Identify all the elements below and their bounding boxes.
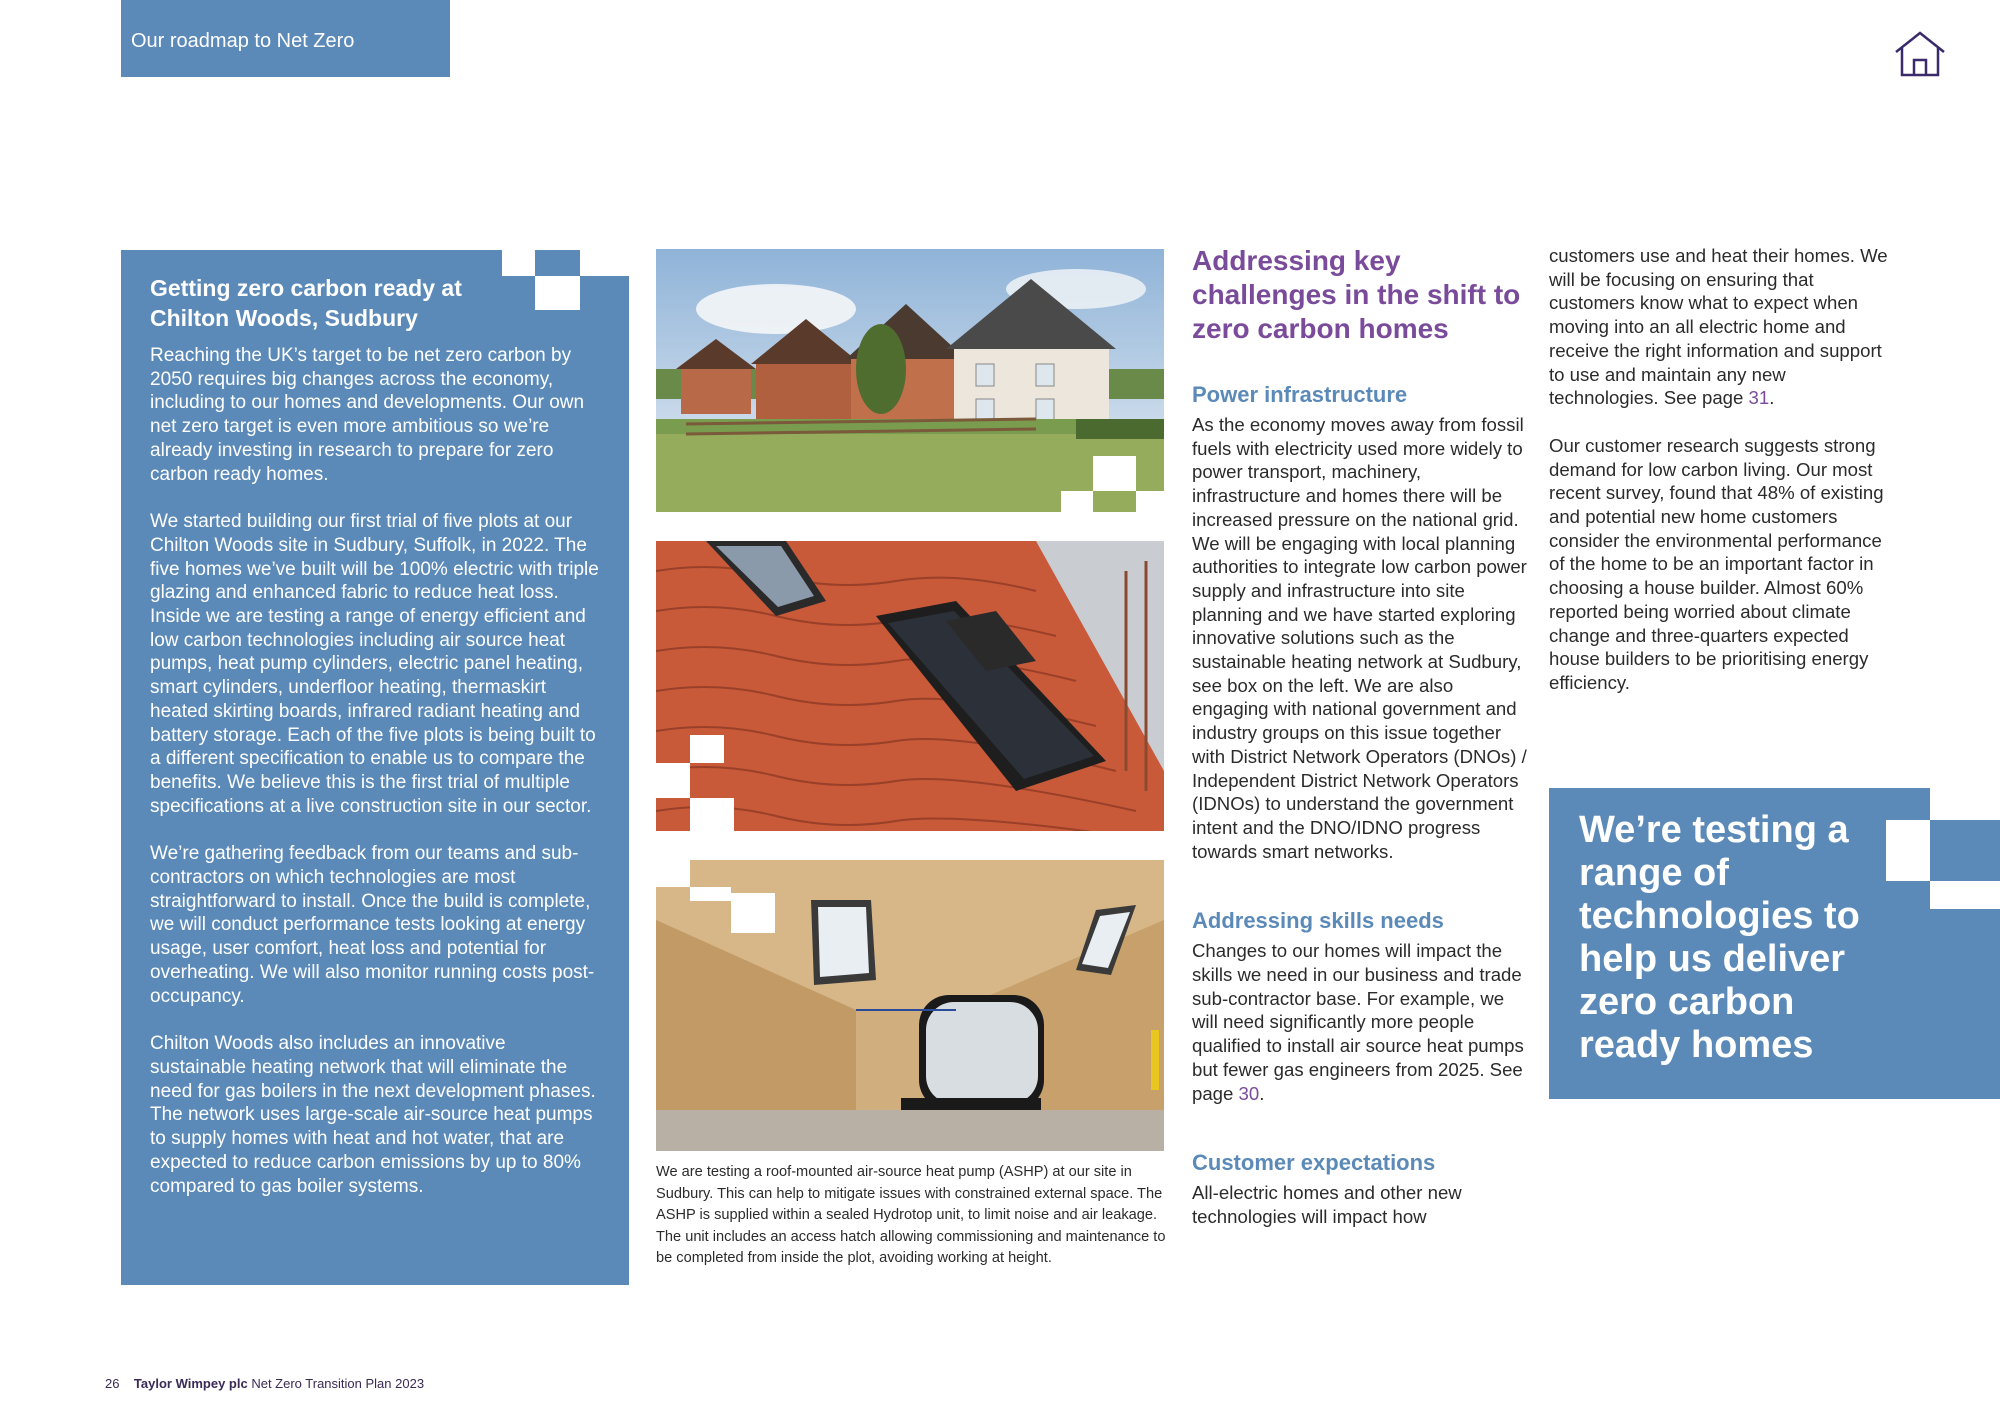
home-icon[interactable] [1893, 30, 1947, 78]
case-study-paragraph: Chilton Woods also includes an innovative sustainable heating network that will eliminate the need for gas boilers in the next development phases. The network uses large-scale air-source heat pumps to supply homes with heat and hot water, that are expected to reduce carbon emissions by up to 80% compared to gas boiler systems. [150, 1033, 596, 1197]
skills-needs-end: . [1259, 1082, 1265, 1104]
customer-expectations-continued [1549, 244, 1889, 410]
document-title: Net Zero Transition Plan 2023 [251, 1376, 425, 1391]
decorative-square [580, 250, 629, 276]
main-column [1192, 244, 1532, 1229]
right-column [1549, 244, 1889, 695]
decorative-square [1930, 788, 2000, 820]
company-name: Taylor Wimpey plc [133, 1376, 248, 1391]
customer-research-text: Our customer research suggests strong demand for low carbon living. Our most recent survey, found that 48% of existing and potential new home customers consider the environmental performance of the home to be an important factor in choosing a house builder. Almost 60% reported being worried about climate change and three-quarters expected house builders to be prioritising energy efficiency. [1549, 434, 1884, 693]
decorative-square [535, 250, 580, 276]
decorative-square [731, 893, 775, 933]
power-infrastructure-heading: Power infrastructure [1192, 382, 1408, 407]
page-30-link[interactable]: 30 [1238, 1082, 1260, 1104]
decorative-square [1093, 456, 1136, 491]
pull-quote: We’re testing a range of technologies to help us deliver zero carbon ready homes [1579, 809, 1860, 1066]
decorative-square [1136, 491, 1164, 512]
main-heading: Addressing key challenges in the shift to zero carbon homes [1192, 245, 1521, 344]
decorative-square [690, 735, 724, 763]
decorative-square [690, 887, 731, 901]
customer-continued-end: . [1769, 387, 1775, 409]
decorative-square [1061, 491, 1093, 512]
photo-caption: We are testing a roof-mounted air-source heat pump (ASHP) at our site in Sudbury. This can help to mitigate issues with constrained external space. The ASHP is supplied within a sealed Hydrotop unit, to limit noise and air leakage. The unit includes an access hatch allowing commissioning and maintenance to be completed from inside the plot, avoiding working at height. [656, 1164, 1166, 1267]
case-study-paragraph: We’re gathering feedback from our teams and sub-contractors on which technologies are most straightforward to install. Once the build is complete, we will conduct performance tests looking at energy usage, user comfort, heat loss and potential for overheating. We will also monitor running costs post-occupancy. [150, 843, 595, 1007]
footer [105, 1376, 424, 1391]
customer-continued-body: customers use and heat their homes. We will be focusing on ensuring that customers know what to expect when moving into an all electric home and receive the right information and support to use and maintain any new technologies. See page [1549, 245, 1888, 409]
decorative-square [656, 860, 690, 887]
page-31-link[interactable]: 31 [1748, 387, 1770, 409]
customer-expectations-text: All-electric homes and other new technologies will impact how [1192, 1182, 1462, 1227]
decorative-square [1886, 820, 1930, 881]
case-study-box [121, 250, 629, 1285]
decorative-square [656, 763, 690, 798]
roof-photo [656, 541, 1164, 831]
decorative-square [535, 276, 580, 310]
decorative-square [1886, 788, 1930, 820]
decorative-square [1930, 820, 2000, 881]
skills-needs-text [1192, 939, 1532, 1105]
decorative-square [690, 798, 734, 831]
case-study-paragraph: Reaching the UK’s target to be net zero carbon by 2050 requires big changes across the economy, including to our homes and developments. Our own net zero target is even more ambitious so we’re already investing in research to prepare for zero carbon ready homes. [150, 345, 585, 485]
decorative-square [1930, 881, 2000, 909]
skills-needs-body: Changes to our homes will impact the skills we need in our business and trade sub-contractor base. For example, we will need significantly more people qualified to install air source heat pumps but fewer gas engineers from 2025. See page [1192, 940, 1524, 1104]
section-tab: Our roadmap to Net Zero [121, 0, 450, 77]
case-study-title: Getting zero carbon ready at Chilton Woods, Sudbury [150, 275, 462, 331]
skills-needs-heading: Addressing skills needs [1192, 908, 1444, 934]
customer-expectations-heading: Customer expectations [1192, 1150, 1436, 1176]
power-infrastructure-text: As the economy moves away from fossil fuels with electricity used more widely to power transport, machinery, infrastructure and homes there will be increased pressure on the national grid. We will be engaging with local planning authorities to integrate low carbon power supply and infrastructure into site planning and we have started exploring innovative solutions such as the sustainable heating network at Sudbury, see box on the left. We are also engaging with national government and industry groups on this issue together with District Network Operators (DNOs) / Independent District Network Operators (IDNOs) to understand the government intent and the DNO/IDNO progress towards smart networks. [1192, 414, 1527, 862]
houses-photo [656, 249, 1164, 512]
case-study-paragraph: We started building our first trial of five plots at our Chilton Woods site in Sudbury, Suffolk, in 2022. The five homes we’ve built will be 100% electric with triple glazing and enhanced fabric to reduce heat loss. Inside we are testing a range of energy efficient and low carbon technologies including air source heat pumps, heat pump cylinders, electric panel heating, smart cylinders, underfloor heating, thermaskirt heated skirting boards, infrared radiant heating and battery storage. Each of the five plots is being built to a different specification to enable us to compare the benefits. We believe this is the first trial of multiple specifications at a live construction site in our sector. [150, 511, 599, 817]
page-number: 26 [105, 1376, 120, 1391]
